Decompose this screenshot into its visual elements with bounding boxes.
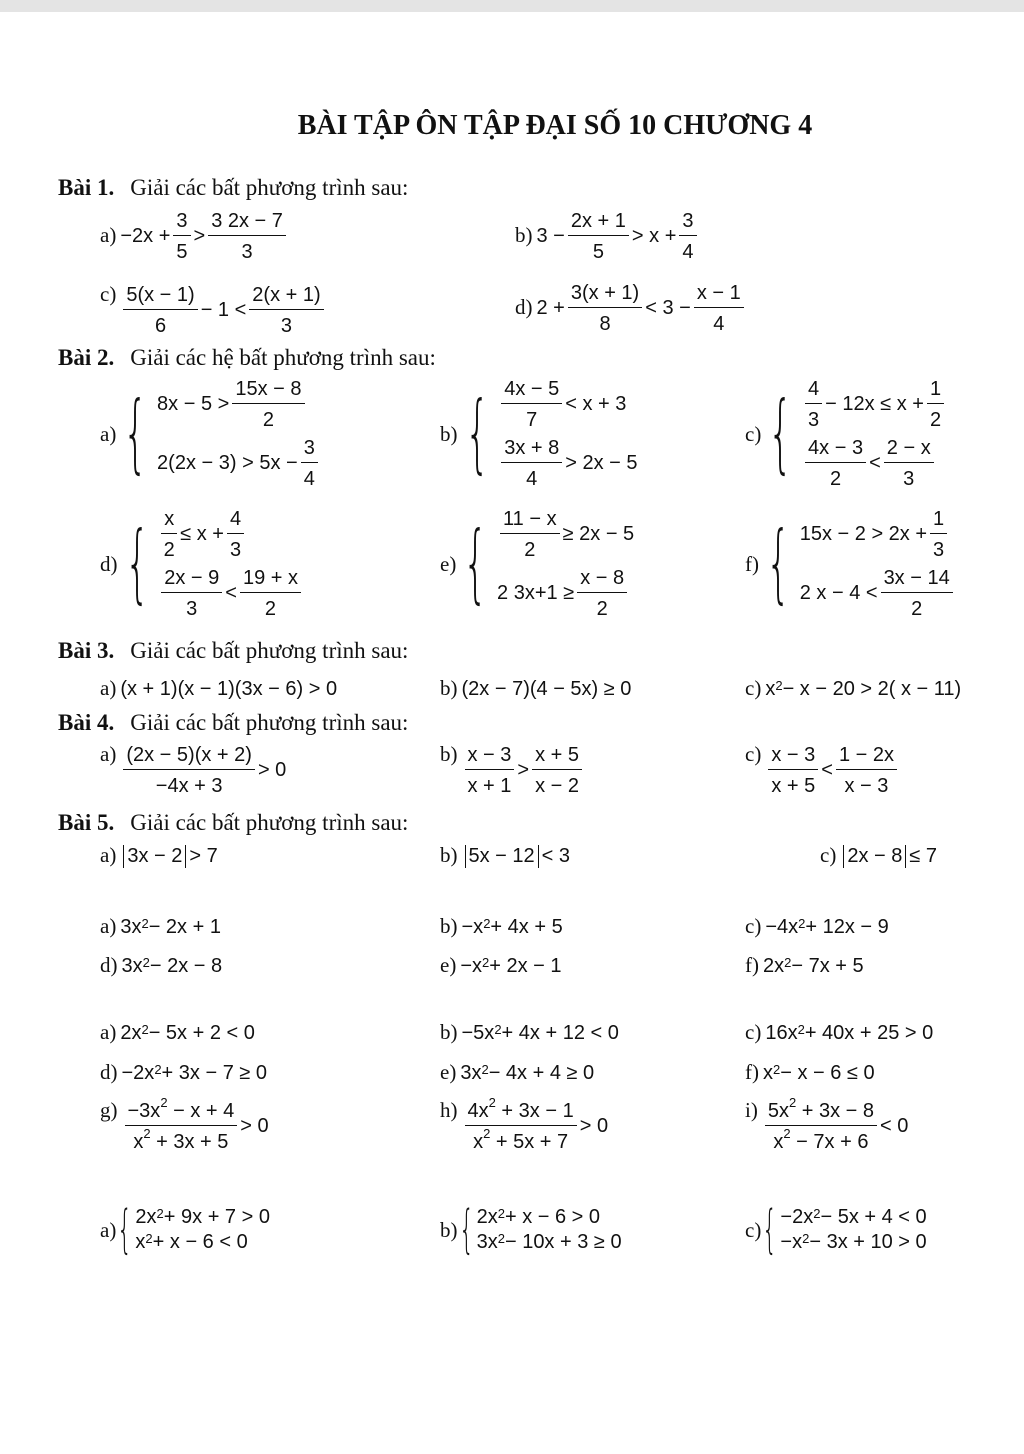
- ex6-a: a) 3x $^2$ − 2x + 1: [100, 914, 221, 938]
- ex6-c: c) −4x $^2$ + 12x − 9: [745, 914, 889, 938]
- ex1-a: a) −2x + $\frac{3}{5}$ > 3 2x − 7 3: [100, 210, 289, 263]
- ex7-a: a) 2x $^2$ − 5x + 2 < 0: [100, 1020, 255, 1044]
- ex2-f: f) { 15x − 2 > 2x + $\frac{1}{3}$ 2 x − 4 < 3x − 14 2: [745, 508, 956, 620]
- ex2-e: e) { $\frac{11 - x}{2}$ ≥ 2x − 5 2 3x+1 ≥ $\frac{x - 8}{2}$: [440, 508, 635, 620]
- ex3-c: c) x $^2$ − x − 20 > 2( x − 11): [745, 676, 962, 700]
- ex1-c: c) 5(x − 1) 6 − 1 < 2(x + 1) 3: [100, 282, 327, 337]
- ex6-b: b) −x $^2$ + 4x + 5: [440, 914, 563, 938]
- window-top-bar: [0, 0, 1024, 12]
- exercise-1-heading: Bài 1. Giải các bất phương trình sau:: [58, 175, 409, 200]
- ex5-a: a) 3x − 2 > 7: [100, 843, 218, 867]
- ex4-c: c) x − 3 x + 5 < 1 − 2x x − 3: [745, 742, 900, 797]
- ex7-d: d) −2x $^2$ + 3x − 7 ≥ 0: [100, 1060, 268, 1084]
- page-title: BÀI TẬP ÔN TẬP ĐẠI SỐ 10 CHƯƠNG 4: [297, 110, 813, 141]
- ex7-f: f) x $^2$ − x − 6 ≤ 0: [745, 1060, 875, 1084]
- ex6-d: d) 3x $^2$ − 2x − 8: [100, 953, 223, 977]
- ex4-b: b) x − 3 x + 1 > x + 5 x − 2: [440, 742, 585, 797]
- ex1-b: b) 3 − $\frac{2x + 1}{5}$ > x + $\frac{3}{4}$: [515, 210, 700, 263]
- ex2-b: b) { 4x − 5 7 < x + 3 3x + 8 4 > 2x − 5: [440, 378, 638, 490]
- ex8-a: a) { 2x $^2$ + 9x + 7 > 0 x $^2$ + x − 6 < 0: [100, 1199, 270, 1260]
- exercise-5-heading: Bài 5. Giải các bất phương trình sau:: [58, 810, 409, 835]
- exercise-2-heading: Bài 2. Giải các hệ bất phương trình sau:: [58, 345, 436, 370]
- ex7-h: h) $4x^2 + 3x - 1$ $x^2 + 5x + 7$ > 0: [440, 1095, 609, 1153]
- ex6-f: f) 2x $^2$ − 7x + 5: [745, 953, 864, 977]
- ex5-b: b) 5x − 12 < 3: [440, 843, 571, 867]
- ex1-d: d) 2 + $\frac{3(x + 1)}{8}$ < 3 − $\frac{x - 1}{4}$: [515, 282, 747, 335]
- ex8-c: c) { −2x $^2$ − 5x + 4 < 0 −x $^2$ − 3x + 10 > 0: [745, 1199, 927, 1260]
- exercise-3-heading: Bài 3. Giải các bất phương trình sau:: [58, 638, 409, 663]
- ex7-c: c) 16x $^2$ + 40x + 25 > 0: [745, 1020, 934, 1044]
- exercise-4-heading: Bài 4. Giải các bất phương trình sau:: [58, 710, 409, 735]
- ex2-a: a) { 8x − 5 > 15x − 8 2 2(2x − 3) > 5x − $\frac{3}{4}$: [100, 378, 321, 490]
- ex2-c: c) { 4 3 − 12x ≤ x + $\frac{1}{2}$ 4x − 3 2 < 2 − x 3: [745, 378, 947, 490]
- ex7-e: e) 3x $^2$ − 4x + 4 ≥ 0: [440, 1060, 595, 1084]
- ex4-a: a) (2x − 5)(x + 2) −4x + 3 > 0: [100, 742, 287, 797]
- ex7-b: b) −5x $^2$ + 4x + 12 < 0: [440, 1020, 619, 1044]
- ex2-d: d) { $\frac{x}{2}$ ≤ x + $\frac{4}{3}$ 2x − 9 3 < 19 + x 2: [100, 508, 304, 620]
- exercise-7-heading: [58, 984, 74, 1010]
- ex7-g: g) $-3x^2 - x + 4$ $x^2 + 3x + 5$ > 0: [100, 1095, 269, 1153]
- exercise-6-heading: [58, 876, 74, 902]
- exercise-8-heading: [58, 1170, 74, 1196]
- ex7-i: i) $5x^2 + 3x - 8$ $x^2 - 7x + 6$ < 0: [745, 1095, 909, 1153]
- ex6-e: e) −x $^2$ + 2x − 1: [440, 953, 562, 977]
- ex8-b: b) { 2x $^2$ + x − 6 > 0 3x $^2$ − 10x + 3 ≥ 0: [440, 1199, 622, 1260]
- ex5-c: c) 2x − 8 ≤ 7: [820, 843, 938, 867]
- ex3-b: b) (2x − 7)(4 − 5x) ≥ 0: [440, 676, 632, 700]
- ex3-a: a) (x + 1)(x − 1)(3x − 6) > 0: [100, 676, 338, 700]
